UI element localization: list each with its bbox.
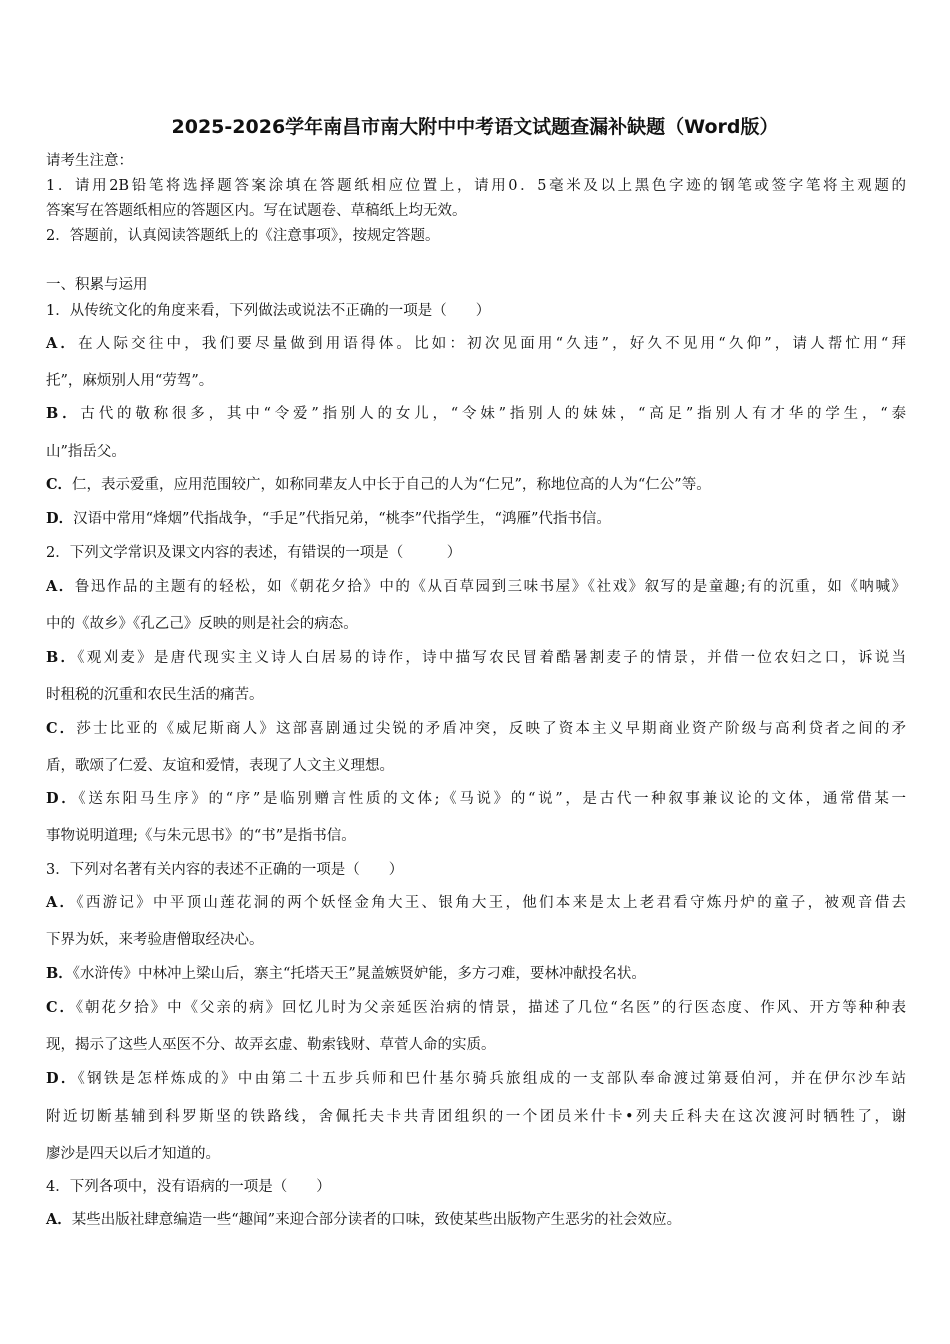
document-title: 2025-2026学年南昌市南大附中中考语文试题查漏补缺题（Word版） (171, 116, 779, 138)
option-line: C．莎士比亚的《威尼斯商人》这部喜剧通过尖锐的矛盾冲突，反映了资本主义早期商业资产阶级与高利贷者之间的矛 (46, 720, 907, 737)
option-line: 山”指岳父。 (46, 444, 126, 460)
option-line: B．古代的敬称很多，其中“令爱”指别人的女儿，“令妹”指别人的妹妹，“高足”指别人有才华的学生，“泰 (46, 405, 906, 422)
option-line: B．《水浒传》中林冲上梁山后，寨主“托塔天王”晁盖嫉贤妒能，多方刁难，要林冲献投名状。 (46, 965, 646, 982)
question-stem: 4．下列各项中，没有语病的一项是（ ） (46, 1179, 331, 1195)
option-line: D．汉语中常用“烽烟”代指战争，“手足”代指兄弟，“桃李”代指学生，“鸿雁”代指书信。 (46, 510, 611, 527)
notice-item: 1．请用2B铅笔将选择题答案涂填在答题纸相应位置上，请用0．5毫米及以上黑色字迹的钢笔或签字笔将主观题的 (46, 178, 906, 194)
option-line: D．《送东阳马生序》的“序”是临别赠言性质的文体;《马说》的“说”，是古代一种叙事兼议论的文体，通常借某一 (46, 790, 906, 807)
question-stem: 3．下列对名著有关内容的表述不正确的一项是（ ） (46, 862, 404, 878)
option-line: A．鲁迅作品的主题有的轻松，如《朝花夕拾》中的《从百草园到三味书屋》《社戏》叙写的是童趣;有的沉重，如《呐喊》 (46, 578, 906, 595)
option-line: 盾，歌颂了仁爱、友谊和爱情，表现了人文主义理想。 (46, 758, 394, 774)
section-heading: 一、积累与运用 (46, 277, 148, 293)
option-line: 现，揭示了这些人巫医不分、故弄玄虚、勒索钱财、草菅人命的实质。 (46, 1037, 496, 1053)
option-line: 中的《故乡》《孔乙己》反映的则是社会的病态。 (46, 616, 358, 632)
option-line: D．《钢铁是怎样炼成的》中由第二十五步兵师和巴什基尔骑兵旅组成的一支部队奉命渡过第聂伯河，并在伊尔沙车站 (46, 1070, 906, 1087)
option-line: B．《观刈麦》是唐代现实主义诗人白居易的诗作，诗中描写农民冒着酷暑割麦子的情景，并借一位农妇之口，诉说当 (46, 649, 906, 666)
question-stem: 2．下列文学常识及课文内容的表述，有错误的一项是（ ） (46, 545, 462, 561)
question-stem: 1．从传统文化的角度来看，下列做法或说法不正确的一项是（ ） (46, 303, 491, 319)
option-line: A．《西游记》中平顶山莲花洞的两个妖怪金角大王、银角大王，他们本来是太上老君看守炼丹炉的童子，被观音借去 (46, 894, 906, 911)
option-line: 下界为妖，来考验唐僧取经决心。 (46, 932, 264, 948)
notice-item: 答案写在答题纸相应的答题区内。写在试题卷、草稿纸上均无效。 (46, 203, 467, 219)
option-line: A．某些出版社肆意编造一些“趣闻”来迎合部分读者的口味，致使某些出版物产生恶劣的社会效应。 (46, 1211, 682, 1228)
option-line: 附近切断基辅到科罗斯坚的铁路线，舍佩托夫卡共青团组织的一个团员米什卡•列夫丘科夫在这次渡河时牺牲了，谢 (46, 1109, 906, 1125)
option-line: 时租税的沉重和农民生活的痛苦。 (46, 687, 264, 703)
option-line: C．《朝花夕拾》中《父亲的病》回忆儿时为父亲延医治病的情景，描述了几位“名医”的行医态度、作风、开方等种种表 (46, 999, 906, 1016)
option-line: A．在人际交往中，我们要尽量做到用语得体。比如：初次见面用“久违”，好久不见用“久仰”，请人帮忙用“拜 (46, 335, 906, 352)
option-line: 廖沙是四天以后才知道的。 (46, 1146, 220, 1162)
notice-item: 2．答题前，认真阅读答题纸上的《注意事项》，按规定答题。 (46, 228, 440, 244)
option-line: 托”，麻烦别人用“劳驾”。 (46, 373, 214, 389)
notice-heading: 请考生注意： (46, 153, 133, 169)
option-line: C．仁，表示爱重，应用范围较广，如称同辈友人中长于自己的人为“仁兄”，称地位高的人为“仁公”等。 (46, 476, 711, 493)
option-line: 事物说明道理;《与朱元思书》的“书”是指书信。 (46, 828, 356, 844)
